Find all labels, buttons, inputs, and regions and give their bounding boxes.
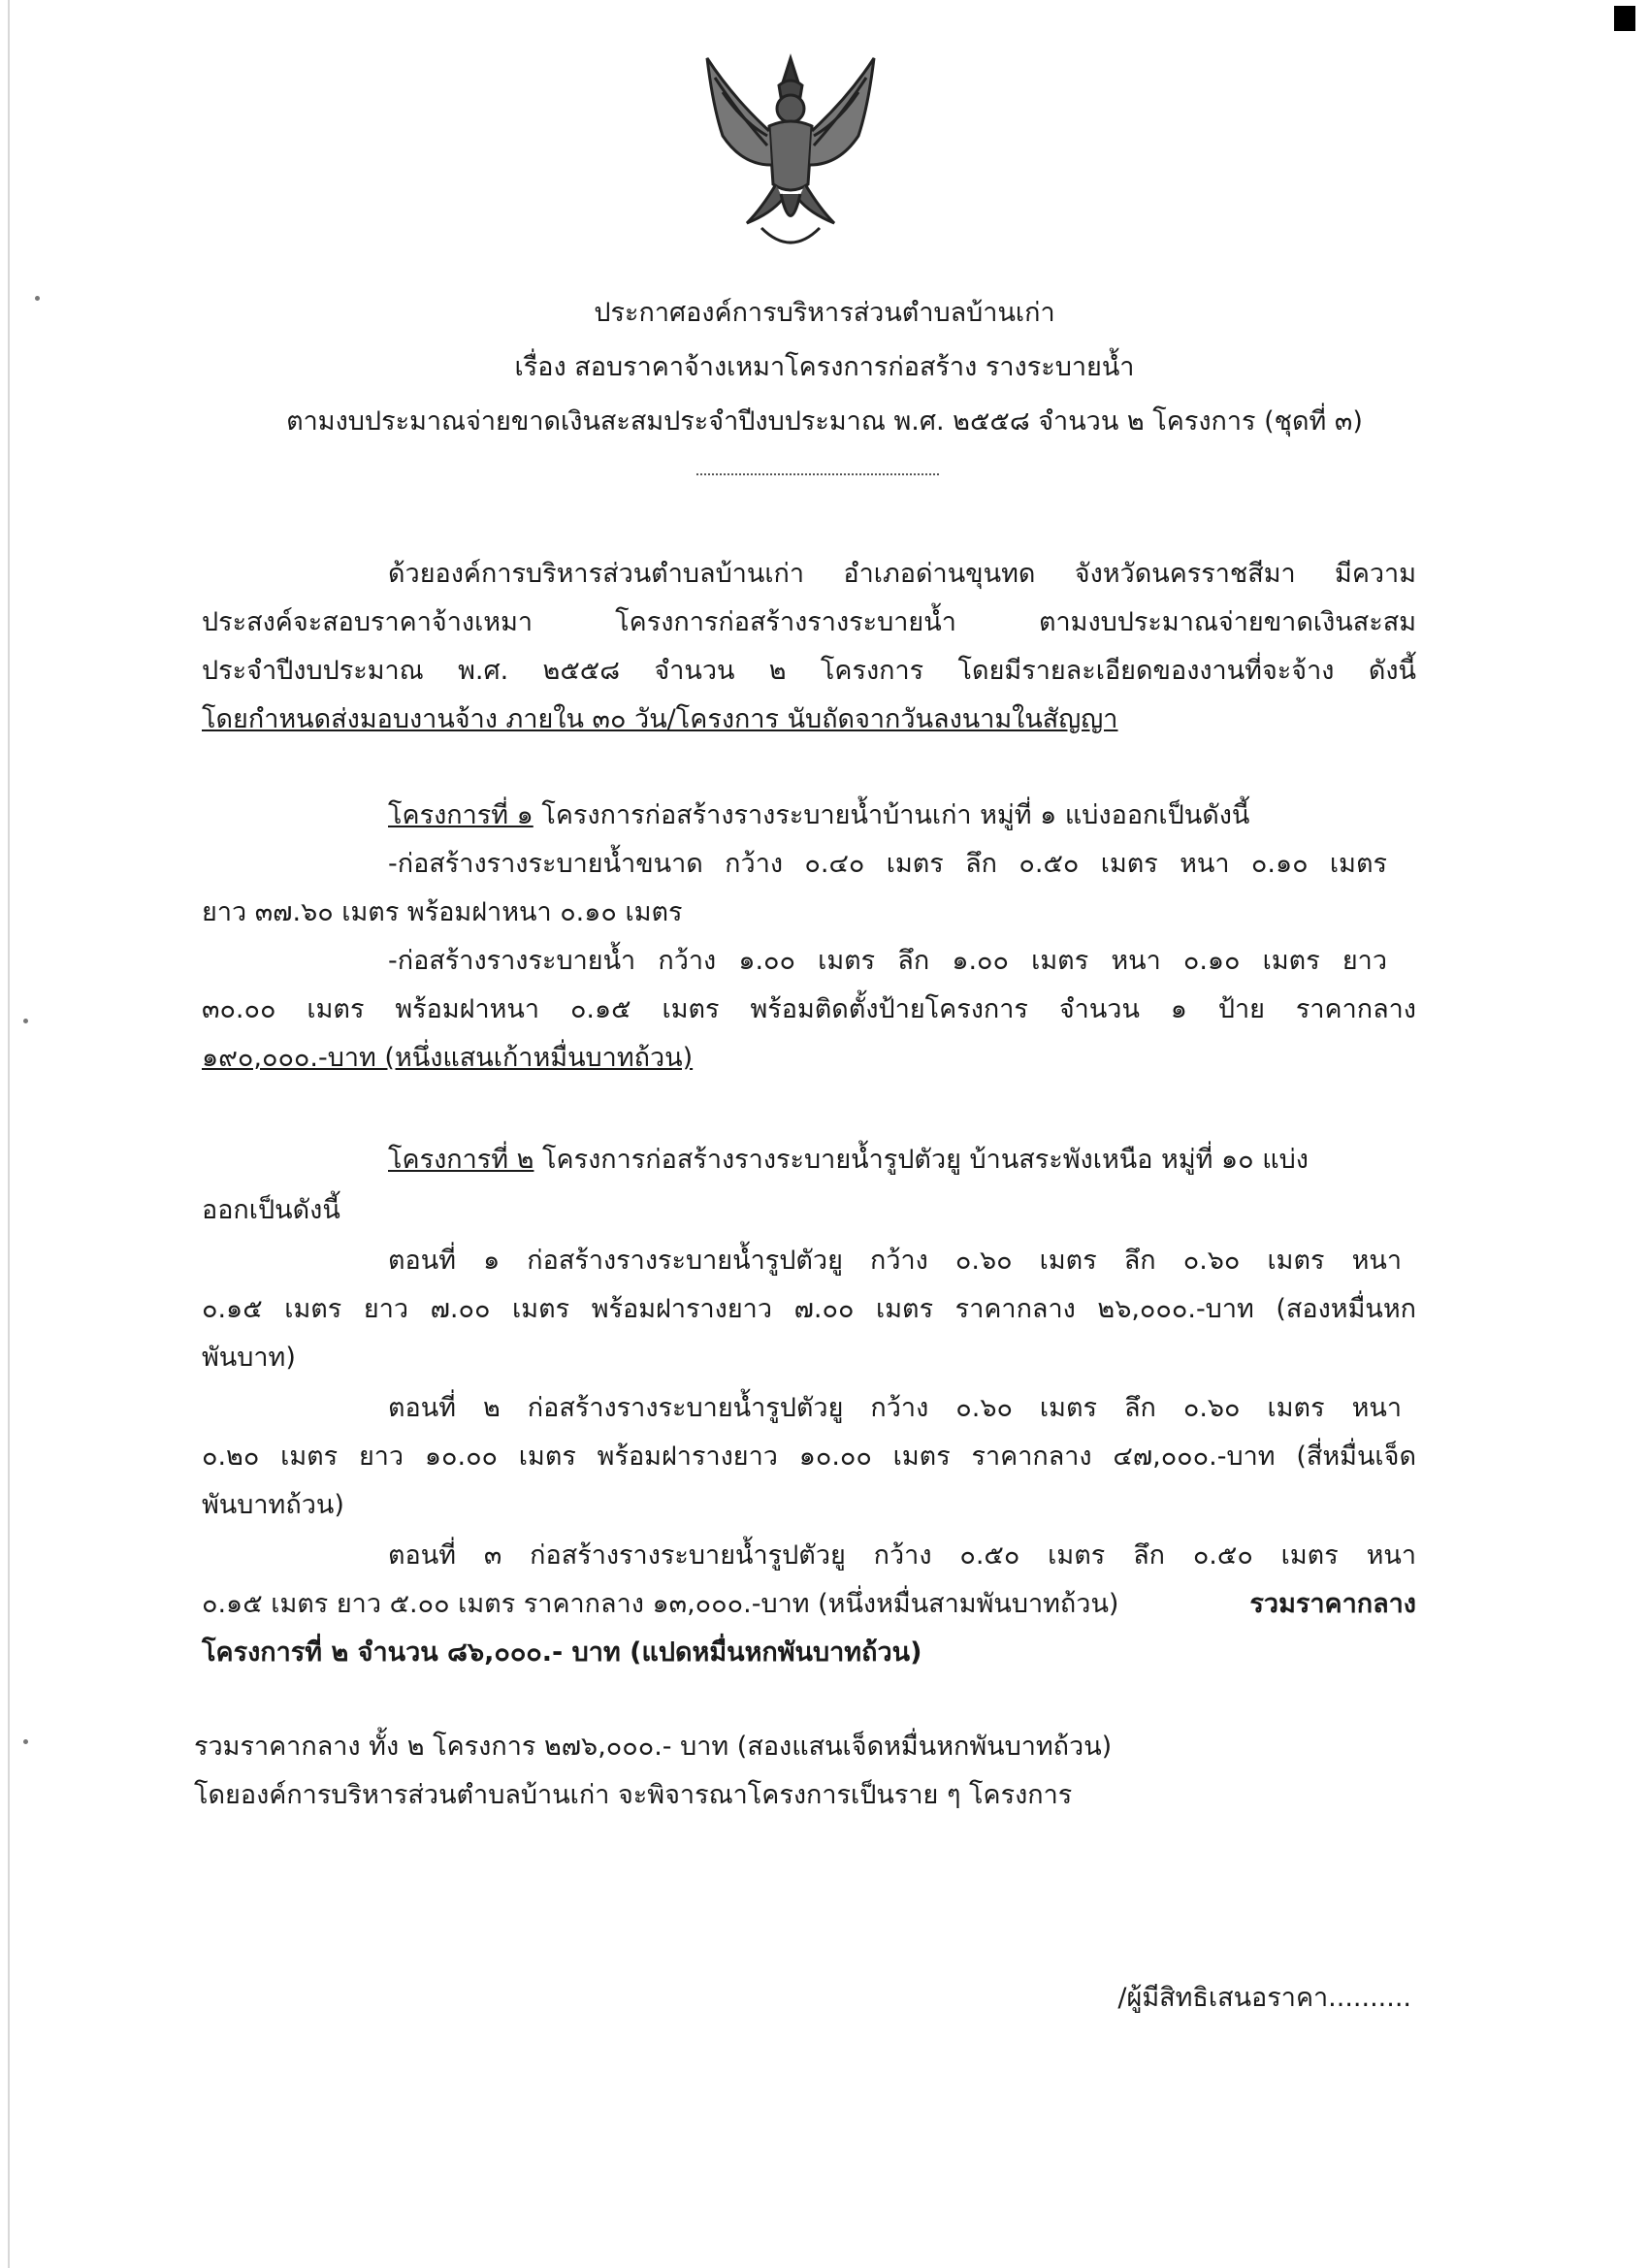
project2-section3-text: ๐.๑๕ เมตร ยาว ๕.๐๐ เมตร ราคากลาง ๑๓,๐๐๐.-บาท (หนึ่งหมื่นสามพันบาทถ้วน) [202,1589,1119,1619]
project2-heading [388,1143,1309,1178]
project2-item: ออกเป็นดังนี้ [202,1195,340,1225]
intro-line: ประสงค์จะสอบราคาจ้างเหมา โครงการก่อสร้างรางระบายน้ำ ตามงบประมาณจ่ายขาดเงินสะสม [202,607,1416,637]
project2-section2: พันบาทถ้วน) [202,1490,344,1520]
grand-total: รวมราคากลาง ทั้ง ๒ โครงการ ๒๗๖,๐๐๐.- บาท (สองแสนเจ็ดหมื่นหกพันบาทถ้วน) [194,1732,1113,1762]
project1-price: ๑๙๐,๐๐๐.-บาท (หนึ่งแสนเก้าหมื่นบาทถ้วน) [202,1043,694,1073]
delivery-deadline: โดยกำหนดส่งมอบงานจ้าง ภายใน ๓๐ วัน/โครงการ นับถัดจากวันลงนามในสัญญา [202,704,1118,734]
title-divider [696,473,939,475]
project2-section1: ตอนที่ ๑ ก่อสร้างรางระบายน้ำรูปตัวยู กว้าง ๐.๖๐ เมตร ลึก ๐.๖๐ เมตร หนา [388,1246,1402,1276]
project2-title: โครงการก่อสร้างรางระบายน้ำรูปตัวยู บ้านสระพังเหนือ หมู่ที่ ๑๐ แบ่ง [534,1145,1309,1175]
project2-section1: ๐.๑๕ เมตร ยาว ๗.๐๐ เมตร พร้อมฝารางยาว ๗.๐๐ เมตร ราคากลาง ๒๖,๐๐๐.-บาท (สองหมื่นหก [202,1294,1416,1324]
project1-number: โครงการที่ ๑ [388,800,534,830]
garuda-emblem-icon [694,39,888,257]
continuation-note: /ผู้มีสิทธิเสนอราคา.......... [1117,1983,1411,2013]
project2-total-label: รวมราคากลาง [1249,1589,1416,1619]
intro-line: ด้วยองค์การบริหารส่วนตำบลบ้านเก่า อำเภอด่านขุนทด จังหวัดนครราชสีมา มีความ [388,559,1416,589]
notice-budget-line: ตามงบประมาณจ่ายขาดเงินสะสมประจำปีงบประมาณ พ.ศ. ๒๕๕๘ จำนวน ๒ โครงการ (ชุดที่ ๓) [286,406,1363,437]
consideration-note: โดยองค์การบริหารส่วนตำบลบ้านเก่า จะพิจารณาโครงการเป็นราย ๆ โครงการ [194,1780,1073,1810]
project1-title: โครงการก่อสร้างรางระบายน้ำบ้านเก่า หมู่ที่ ๑ แบ่งออกเป็นดังนี้ [533,800,1250,830]
project2-section2: ๐.๒๐ เมตร ยาว ๑๐.๐๐ เมตร พร้อมฝารางยาว ๑๐.๐๐ เมตร ราคากลาง ๔๗,๐๐๐.-บาท (สี่หมื่นเจ็ด [202,1442,1416,1472]
project2-number: โครงการที่ ๒ [388,1145,534,1175]
project1-item: -ก่อสร้างรางระบายน้ำ กว้าง ๑.๐๐ เมตร ลึก ๑.๐๐ เมตร หนา ๐.๑๐ เมตร ยาว [388,946,1387,976]
project2-total: โครงการที่ ๒ จำนวน ๘๖,๐๐๐.- บาท (แปดหมื่นหกพันบาทถ้วน) [202,1637,922,1668]
scan-speck [23,1739,28,1744]
notice-title: ประกาศองค์การบริหารส่วนตำบลบ้านเก่า [594,298,1055,328]
notice-subject: เรื่อง สอบราคาจ้างเหมาโครงการก่อสร้าง รางระบายน้ำ [514,352,1135,382]
scan-corner-mark [1614,6,1635,31]
project1-item: ยาว ๓๗.๖๐ เมตร พร้อมฝาหนา ๐.๑๐ เมตร [202,897,683,927]
project2-section2: ตอนที่ ๒ ก่อสร้างรางระบายน้ำรูปตัวยู กว้าง ๐.๖๐ เมตร ลึก ๐.๖๐ เมตร หนา [388,1393,1402,1423]
project1-heading [388,798,1249,833]
intro-line: ประจำปีงบประมาณ พ.ศ. ๒๕๕๘ จำนวน ๒ โครงการ โดยมีรายละเอียดของงานที่จะจ้าง ดังนี้ [202,656,1416,686]
project1-item: -ก่อสร้างรางระบายน้ำขนาด กว้าง ๐.๔๐ เมตร ลึก ๐.๕๐ เมตร หนา ๐.๑๐ เมตร [388,849,1387,879]
project2-section1: พันบาท) [202,1343,296,1373]
project1-item: ๓๐.๐๐ เมตร พร้อมฝาหนา ๐.๑๕ เมตร พร้อมติดตั้งป้ายโครงการ จำนวน ๑ ป้าย ราคากลาง [202,994,1416,1024]
project2-section3: ตอนที่ ๓ ก่อสร้างรางระบายน้ำรูปตัวยู กว้าง ๐.๕๐ เมตร ลึก ๐.๕๐ เมตร หนา [388,1540,1416,1571]
project2-section3 [202,1587,1416,1622]
scan-edge-shadow [8,0,10,2268]
scan-speck [23,1019,28,1023]
